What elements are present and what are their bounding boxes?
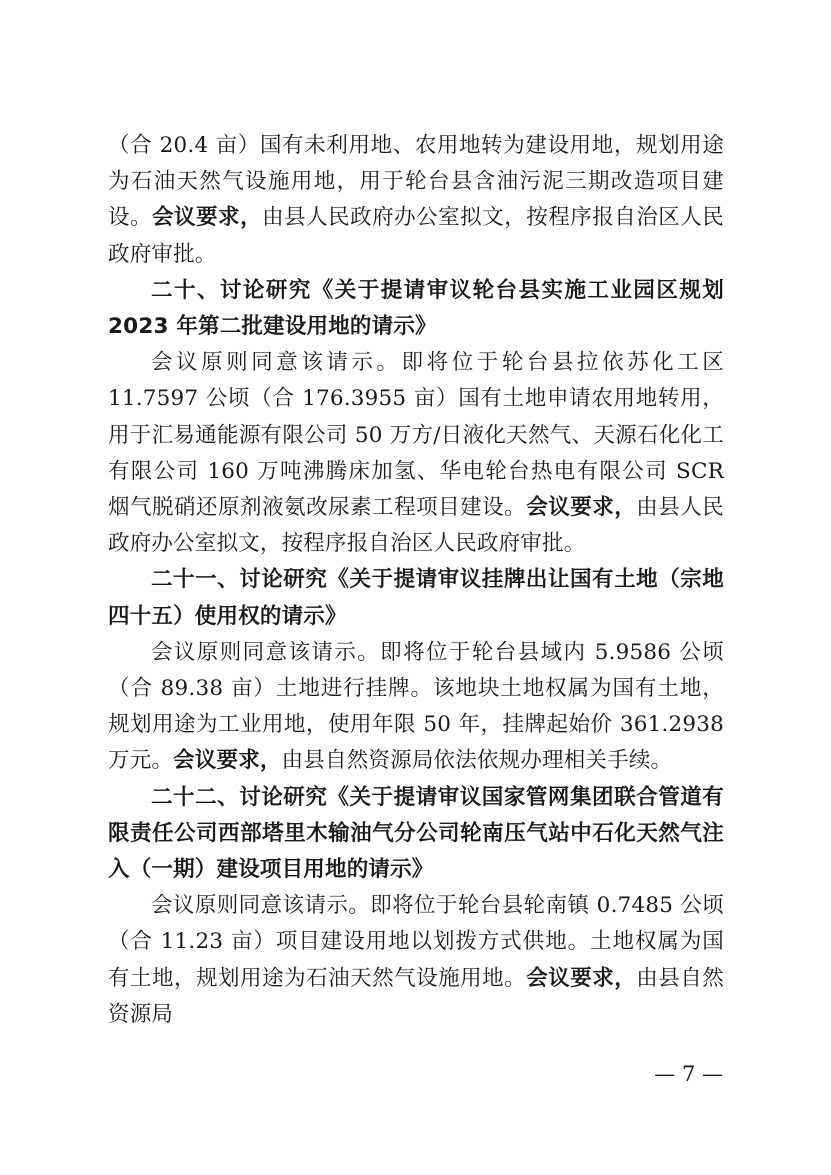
- meeting-requirement-label: 会议要求，: [526, 495, 637, 521]
- paragraph-text: 会议原则同意该请示。即将位于轮台县域内 5.9586 公顷（合 89.38 亩）土地进行挂牌。该地块土地权属为国有土地，规划用途为工业用地，使用年限 50 年，挂牌起始价 361.2938 万元。: [108, 639, 724, 774]
- paragraph-text: 由县自然资源局依法依规办理相关手续。: [281, 748, 673, 774]
- page-number: — 7 —: [654, 1062, 723, 1086]
- section-heading-20: 二十、讨论研究《关于提请审议轮台县实施工业园区规划 2023 年第二批建设用地的请示》: [108, 277, 724, 340]
- document-body: [108, 128, 724, 1033]
- paragraph-text: （合 20.4 亩）国有未利用地、农用地转为建设用地，规划用途为石油天然气设施用地，用于轮台县含油污泥三期改造项目建设。: [108, 133, 724, 231]
- paragraph-text: 由县自然资源局: [108, 965, 724, 1027]
- meeting-requirement-label: 会议要求，: [173, 748, 282, 774]
- paragraph-text: 由县人民政府办公室拟文，按程序报自治区人民政府审批。: [108, 205, 724, 267]
- paragraph-text: 会议原则同意该请示。即将位于轮台县轮南镇 0.7485 公顷（合 11.23 亩）项目建设用地以划拨方式供地。土地权属为国有土地，规划用途为石油天然气设施用地。: [108, 893, 724, 991]
- paragraph-section-20: [108, 345, 724, 562]
- paragraph-text: 会议原则同意该请示。即将位于轮台县拉依苏化工区 11.7597 公顷（合 176.3955 亩）国有土地申请农用地转用，用于汇易通能源有限公司 50 万方/日液化天然气、天源石化化工有限公司 160 万吨沸腾床加氢、华电轮台热电有限公司 SCR 烟气脱硝还原剂液氨改尿素工程项目建设。: [108, 350, 724, 521]
- paragraph-section-22: [108, 888, 724, 1033]
- paragraph-text: 由县人民政府办公室拟文，按程序报自治区人民政府审批。: [108, 495, 724, 557]
- section-heading-22: 二十二、讨论研究《关于提请审议国家管网集团联合管道有限责任公司西部塔里木输油气分公司轮南压气站中石化天然气注入（一期）建设项目用地的请示》: [108, 784, 724, 883]
- meeting-requirement-label: 会议要求，: [526, 965, 637, 991]
- paragraph-continuation: [108, 128, 724, 273]
- section-heading-21: 二十一、讨论研究《关于提请审议挂牌出让国有土地（宗地四十五）使用权的请示》: [108, 567, 724, 629]
- paragraph-section-21: [108, 635, 724, 780]
- meeting-requirement-label: 会议要求，: [152, 205, 263, 231]
